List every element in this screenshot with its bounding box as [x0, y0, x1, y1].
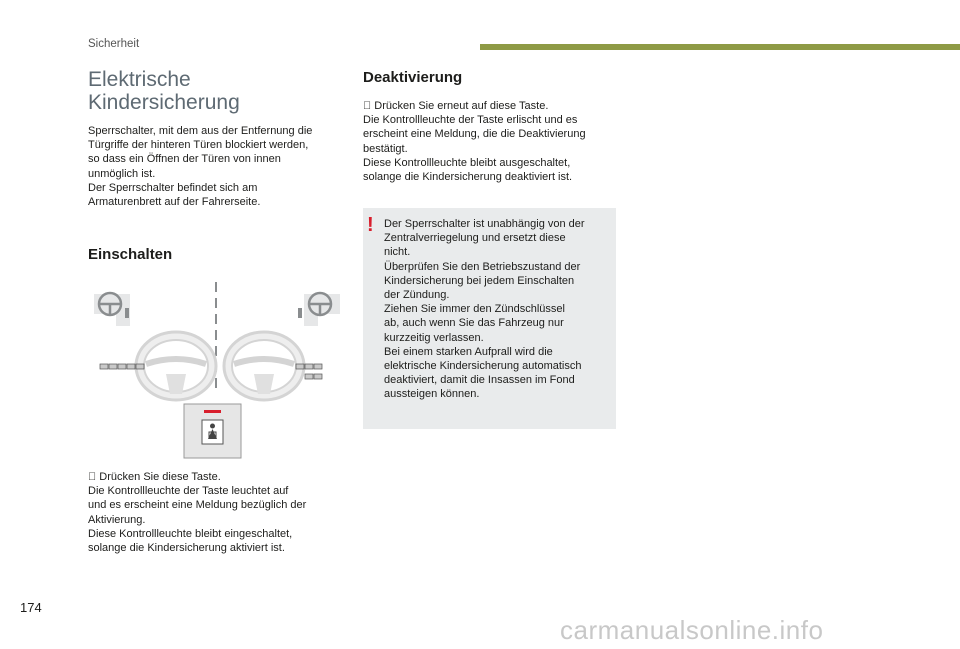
right-steering-wheel	[224, 332, 304, 400]
header-accent-bar	[480, 44, 960, 50]
watermark: carmanualsonline.info	[560, 615, 824, 645]
heading-deaktivierung: Deaktivierung	[363, 69, 463, 86]
einschalten-text: Drücken Sie diese Taste. Die Kontrollleuchte der Taste leuchtet auf und es erscheint eine Meldung bezüglich der Aktivierung. Diese Kontrollleuchte bleibt eingeschaltet, solange die Kindersicherung aktiviert ist.	[88, 471, 307, 555]
right-steering-wheel-icon	[298, 293, 340, 326]
page-title-text: Elektrische Kindersicherung	[88, 68, 240, 114]
section-header: Sicherheit	[88, 38, 140, 50]
exclamation-warning-icon: !	[367, 214, 374, 236]
page-title	[88, 68, 348, 114]
left-steering-wheel	[136, 332, 216, 400]
warning-text: Der Sperrschalter ist unabhängig von der Zentralverriegelung und ersetzt diese nicht. Überprüfen Sie den Betriebszustand der Kindersicherung bei jedem Einschalten der Zündung. Ziehen Sie immer den Zündschlüssel ab, auch wenn Sie das Fahrzeug nur kurzzeitig verlassen. Bei einem starken Aufprall wird die elektrische Kindersicherung automatisch deaktiviert, damit die Insassen im Fond aussteigen können.	[384, 218, 585, 401]
heading-einschalten: Einschalten	[88, 246, 173, 263]
deaktivierung-text: Drücken Sie erneut auf diese Taste. Die Kontrollleuchte der Taste erlischt und es erscheint eine Meldung, die die Deaktivierung bestätigt. Diese Kontrollleuchte bleibt ausgeschaltet, solange die Kindersicherung deaktiviert ist.	[363, 100, 586, 184]
child-lock-button	[184, 404, 241, 458]
intro-paragraph: Sperrschalter, mit dem aus der Entfernung die Türgriffe der hinteren Türen blockiert werden, so dass ein Öffnen der Türen von innen unmöglich ist. Der Sperrschalter befindet sich am Armaturenbrett auf der Fahrerseite.	[88, 125, 313, 209]
left-button-row	[100, 364, 144, 369]
left-steering-wheel-icon	[94, 293, 130, 326]
page-number: 174	[20, 600, 42, 615]
child-lock-switch-illustration	[88, 276, 346, 462]
